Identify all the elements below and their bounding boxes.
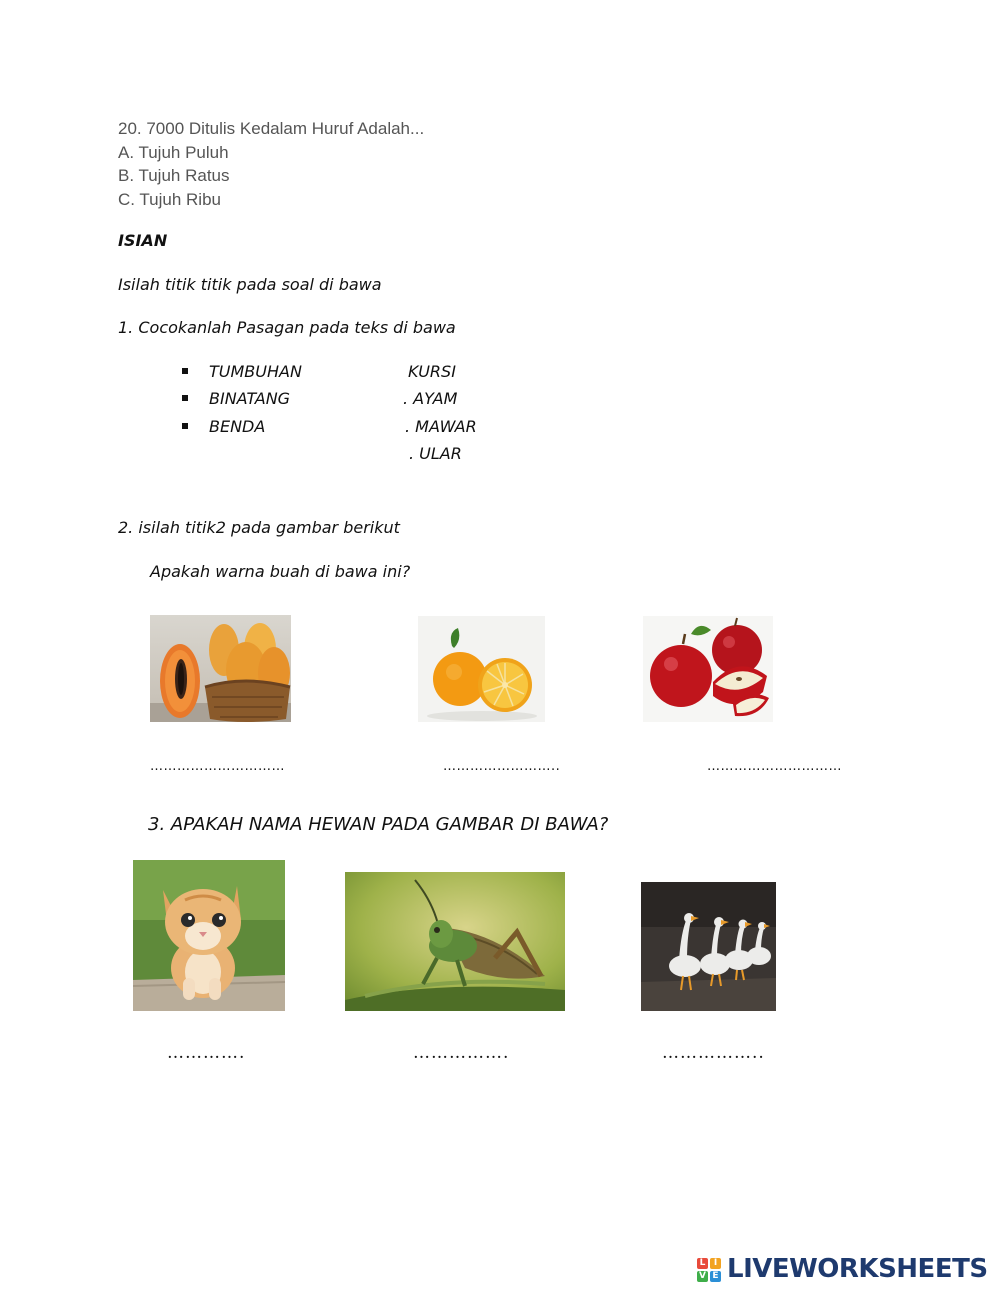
- match-left-item: BENDA: [209, 417, 266, 436]
- kitten-icon: [133, 860, 285, 1011]
- grasshopper-icon: [345, 872, 565, 1011]
- answer-blank[interactable]: ……………………..: [443, 759, 561, 774]
- question-1-title: 1. Cocokanlah Pasagan pada teks di bawa: [118, 318, 456, 337]
- section-heading: ISIAN: [118, 231, 168, 250]
- question-20-option-a: A. Tujuh Puluh: [118, 143, 229, 162]
- question-20-option-b: B. Tujuh Ratus: [118, 166, 230, 185]
- match-left-item: TUMBUHAN: [209, 362, 302, 381]
- answer-blank[interactable]: …………………………: [707, 759, 842, 774]
- answer-blank[interactable]: …………….: [413, 1043, 510, 1063]
- question-2-title: 2. isilah titik2 pada gambar berikut: [118, 518, 400, 537]
- question-20-stem: 20. 7000 Ditulis Kedalam Huruf Adalah...: [118, 119, 425, 138]
- answer-blank[interactable]: …………………………: [150, 759, 285, 774]
- logo-letter: L: [697, 1258, 708, 1269]
- logo-letter: V: [697, 1271, 708, 1282]
- match-right-item: KURSI: [408, 362, 456, 381]
- match-right-item: . MAWAR: [405, 417, 477, 436]
- answer-blank[interactable]: ……………..: [662, 1043, 765, 1063]
- papaya-icon: [150, 615, 291, 722]
- logo-text: LIVEWORKSHEETS: [727, 1254, 988, 1284]
- bullet-icon: [182, 368, 188, 374]
- logo-letter: I: [710, 1258, 721, 1269]
- match-right-item: . AYAM: [403, 389, 458, 408]
- question-3-title: 3. APAKAH NAMA HEWAN PADA GAMBAR DI BAWA?: [148, 814, 609, 835]
- answer-blank[interactable]: ………….: [167, 1043, 246, 1063]
- geese-icon: [641, 882, 776, 1011]
- match-left-item: BINATANG: [209, 389, 291, 408]
- logo-letter: E: [710, 1271, 721, 1282]
- orange-icon: [418, 616, 545, 722]
- bullet-icon: [182, 423, 188, 429]
- match-right-item: . ULAR: [409, 444, 462, 463]
- question-20-option-c: C. Tujuh Ribu: [118, 190, 221, 209]
- question-2-prompt: Apakah warna buah di bawa ini?: [150, 562, 411, 581]
- section-instruction: Isilah titik titik pada soal di bawa: [118, 275, 382, 294]
- apple-icon: [643, 616, 773, 722]
- bullet-icon: [182, 395, 188, 401]
